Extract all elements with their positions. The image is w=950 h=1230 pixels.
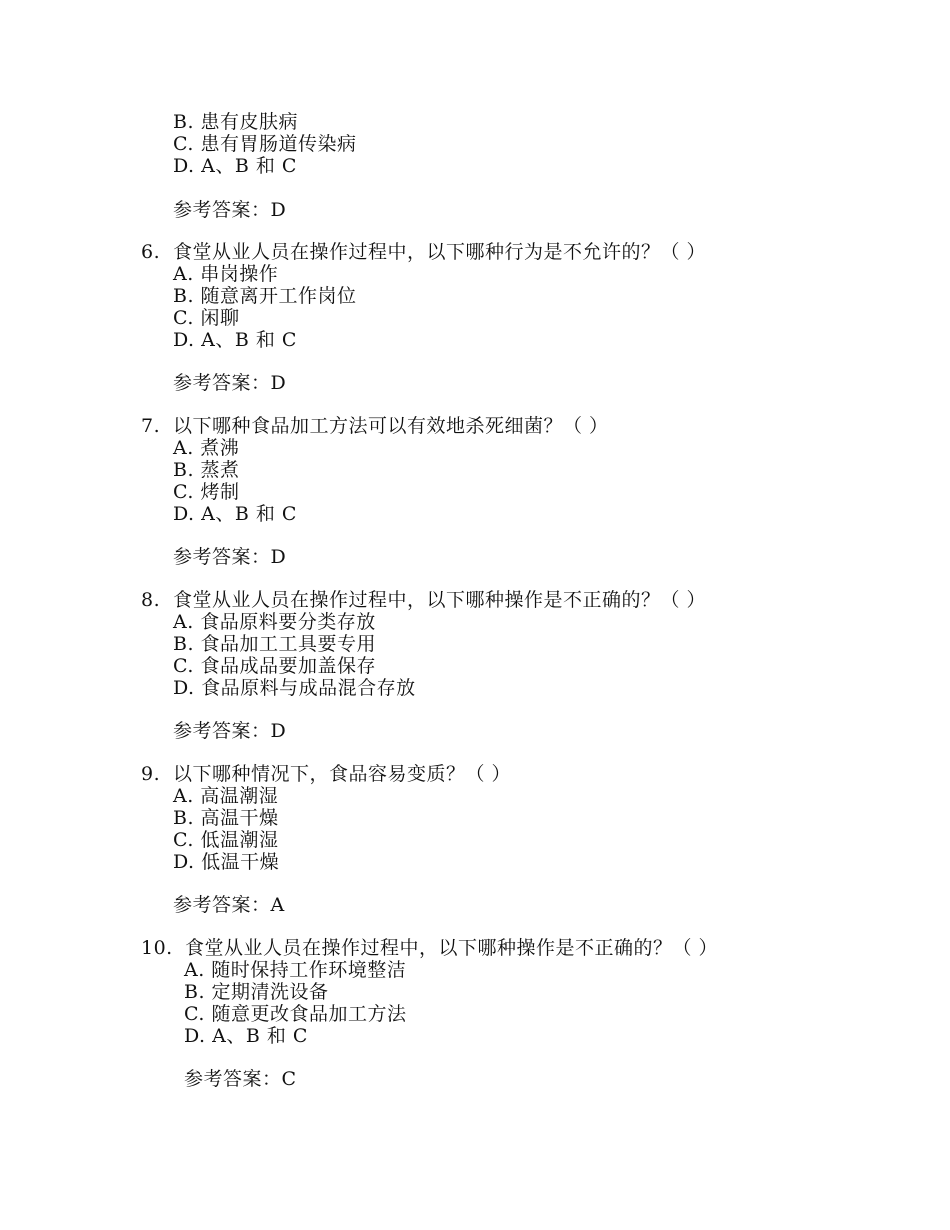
question-6-option-c: C. 闲聊: [173, 307, 240, 329]
question-stem: 食堂从业人员在操作过程中，以下哪种操作是不正确的？（ ）: [185, 937, 719, 959]
question-10-option-b: B. 定期清洗设备: [184, 981, 329, 1003]
question-stem: 食堂从业人员在操作过程中，以下哪种操作是不正确的？（ ）: [173, 589, 707, 611]
question-number: 6.: [141, 241, 161, 263]
question-10-answer: 参考答案：C: [184, 1068, 297, 1090]
question-7-option-d: D. A、B 和 C: [173, 503, 297, 525]
question-number: 10.: [141, 937, 173, 959]
question-9-stem-line: [141, 763, 511, 785]
partial-option-b: B. 患有皮肤病: [173, 111, 299, 133]
question-10-stem-line: [141, 937, 718, 959]
partial-option-c: C. 患有胃肠道传染病: [173, 133, 357, 155]
question-6-option-b: B. 随意离开工作岗位: [173, 285, 357, 307]
question-7-stem-line: [141, 415, 609, 437]
question-9-option-b: B. 高温干燥: [173, 807, 279, 829]
question-9-option-a: A. 高温潮湿: [173, 785, 279, 807]
question-9-option-c: C. 低温潮湿: [173, 829, 279, 851]
question-9-option-d: D. 低温干燥: [173, 851, 280, 873]
question-stem: 以下哪种食品加工方法可以有效地杀死细菌？（ ）: [173, 415, 609, 437]
question-number: 8.: [141, 589, 161, 611]
question-10-option-a: A. 随时保持工作环境整洁: [184, 959, 407, 981]
question-6-answer: 参考答案：D: [173, 372, 287, 394]
question-6-stem-line: [141, 241, 706, 263]
question-number: 7.: [141, 415, 161, 437]
question-stem: 食堂从业人员在操作过程中，以下哪种行为是不允许的？（ ）: [173, 241, 707, 263]
question-7-option-a: A. 煮沸: [173, 437, 240, 459]
question-stem: 以下哪种情况下，食品容易变质？（ ）: [173, 763, 512, 785]
question-8-option-b: B. 食品加工工具要专用: [173, 633, 377, 655]
partial-answer: 参考答案：D: [173, 199, 287, 221]
question-6-option-a: A. 串岗操作: [173, 263, 279, 285]
question-6-option-d: D. A、B 和 C: [173, 329, 297, 351]
question-8-stem-line: [141, 589, 706, 611]
question-9-answer: 参考答案：A: [173, 894, 285, 916]
question-7-answer: 参考答案：D: [173, 546, 287, 568]
partial-option-d: D. A、B 和 C: [173, 155, 297, 177]
question-8-option-a: A. 食品原料要分类存放: [173, 611, 376, 633]
question-number: 9.: [141, 763, 161, 785]
question-7-option-b: B. 蒸煮: [173, 459, 240, 481]
question-8-option-c: C. 食品成品要加盖保存: [173, 655, 376, 677]
question-10-option-c: C. 随意更改食品加工方法: [184, 1003, 407, 1025]
question-10-option-d: D. A、B 和 C: [184, 1025, 308, 1047]
question-7-option-c: C. 烤制: [173, 481, 240, 503]
question-8-option-d: D. 食品原料与成品混合存放: [173, 677, 416, 699]
question-8-answer: 参考答案：D: [173, 720, 287, 742]
